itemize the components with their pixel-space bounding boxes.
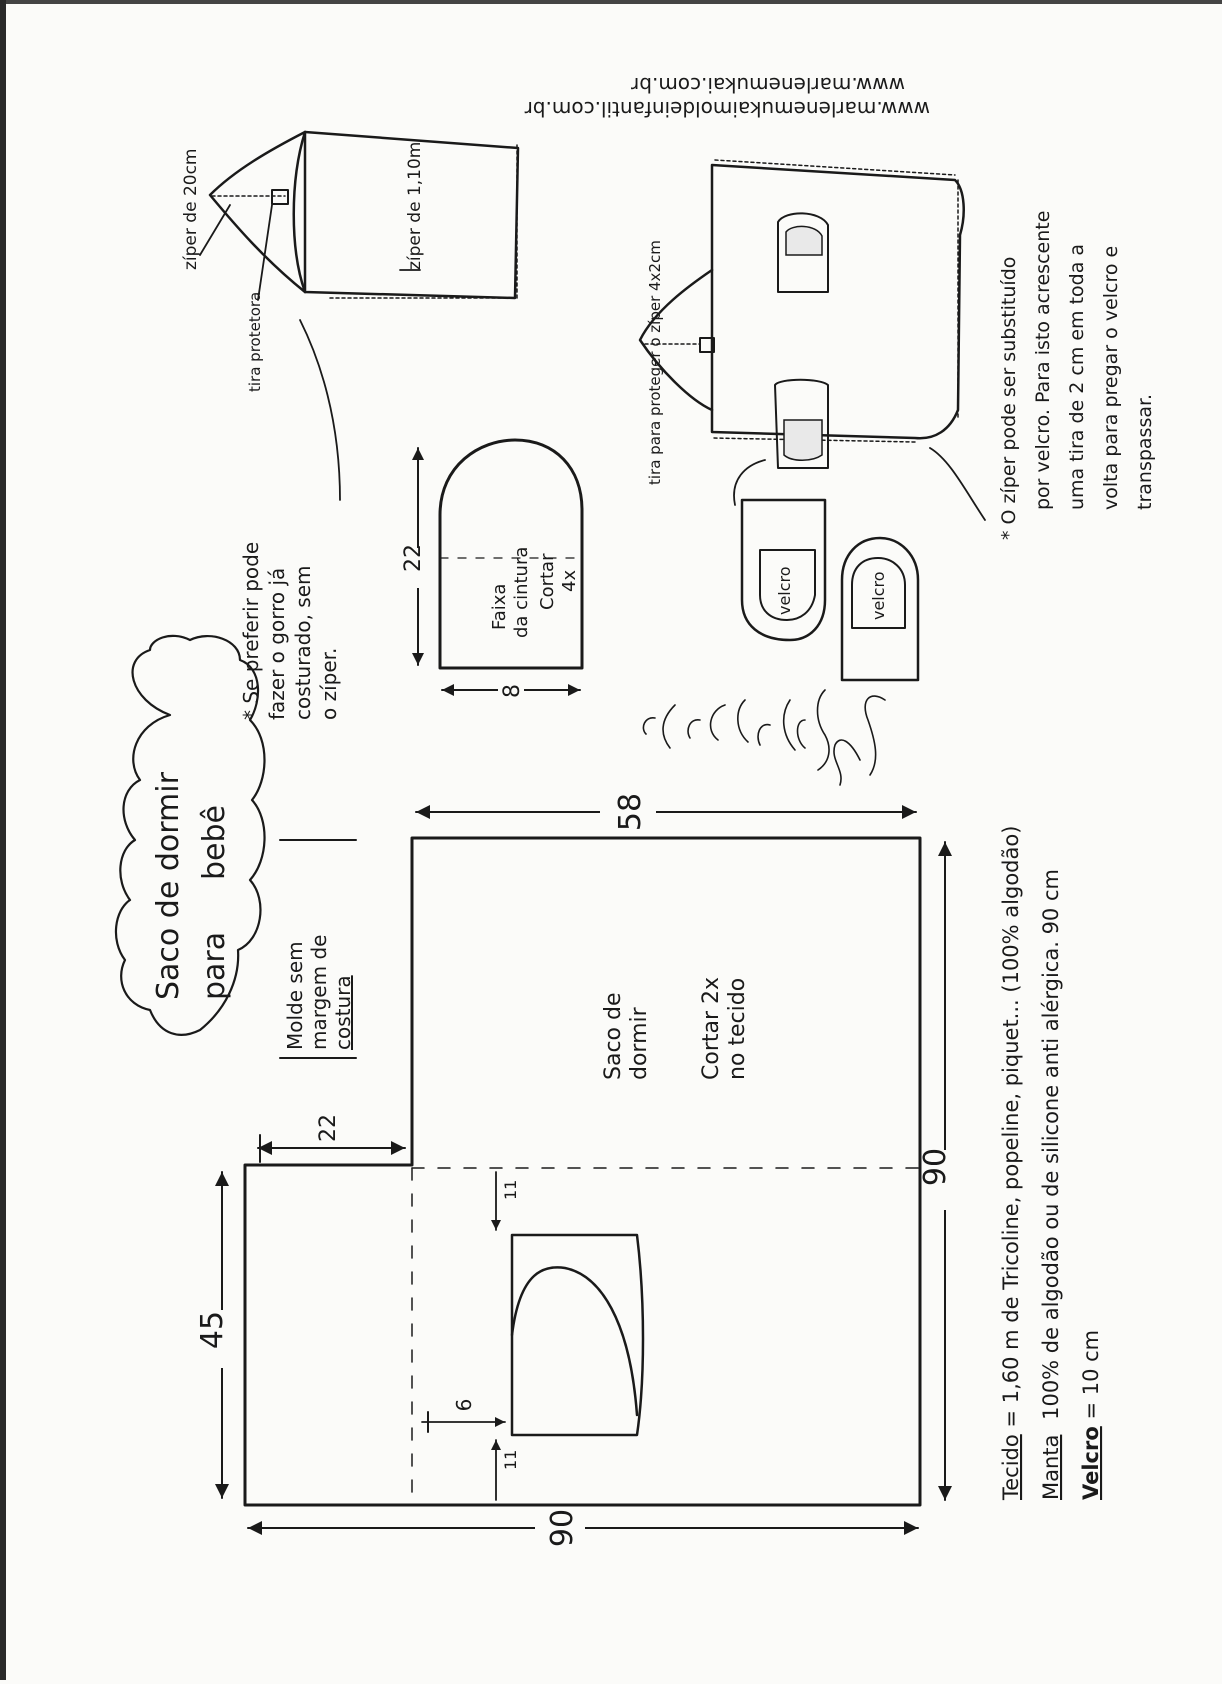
dim-hole-top-arrow — [491, 1220, 501, 1230]
hood-note-line2: fazer o gorro já — [265, 567, 289, 720]
main-piece-label — [601, 977, 750, 1080]
zipper-note-line1: * O zíper pode ser substituído — [998, 256, 1020, 540]
materials-fabric-label: Tecido — [999, 1434, 1023, 1500]
materials-blanket-label: Manta — [1039, 1434, 1063, 1500]
sketch-velcro — [640, 160, 985, 520]
scan-edge-left — [0, 0, 6, 1680]
dim-hole-bottom-label: 11 — [501, 1449, 520, 1470]
sketch-zipper — [181, 132, 664, 500]
label-strip: tira protetora — [246, 291, 264, 392]
sketch-zipper-hood — [210, 132, 305, 292]
zipper-note-line4: volta para pregar o velcro e — [1100, 245, 1122, 510]
materials-fabric-text: = 1,60 m de Tricoline, popeline, piquet... (100% algodão) — [999, 825, 1023, 1428]
velcro-patch-bottom-inner — [784, 420, 822, 460]
waist-label-line2: da cintura — [511, 546, 532, 638]
arrow-velcro-border — [930, 448, 985, 520]
sketch-velcro-body — [712, 165, 964, 438]
title-line1: Saco de dormir — [151, 772, 186, 1000]
main-piece — [195, 793, 964, 1547]
waist-dim-width-label: 8 — [500, 684, 525, 698]
waist-dim-length-label: 22 — [401, 544, 426, 572]
velcro-label-b: velcro — [869, 571, 888, 620]
waist-label-line1: Faixa — [489, 583, 510, 630]
url-line1: www.marlenemukaimoldeinfantil.com.br — [524, 97, 930, 121]
materials-velcro-text: = 10 cm — [1079, 1329, 1103, 1420]
hood-note-line3: costurado, sem — [291, 565, 315, 720]
dim-hole-width-label: 6 — [452, 1398, 476, 1412]
sketch-zipper-tab — [272, 190, 288, 204]
arrow-hood-note — [300, 320, 340, 500]
dim-top-label: 58 — [613, 792, 648, 832]
materials — [999, 826, 1103, 1501]
main-label-line2: dormir — [627, 1007, 652, 1080]
hood-note-line1: * Se preferir pode — [239, 541, 263, 720]
dim-right-label: 90 — [918, 1147, 953, 1187]
main-cut-line2: no tecido — [725, 977, 750, 1080]
arrow-velcro-patch — [734, 460, 765, 505]
main-label-line1: Saco de — [601, 992, 626, 1080]
pattern-note-line3: costura — [331, 975, 355, 1050]
waist-cut-line1: Cortar — [537, 553, 558, 610]
url-line2: www.marlenemukai.com.br — [631, 73, 905, 97]
materials-blanket-text: 100% de algodão ou de silicone anti alérgica. 90 cm — [1039, 869, 1063, 1420]
materials-blanket — [1039, 869, 1063, 1500]
materials-fabric — [999, 826, 1023, 1501]
materials-velcro — [1079, 1330, 1103, 1500]
hood-note-line4: o zíper. — [317, 647, 341, 720]
pattern-note — [280, 840, 356, 1058]
velcro-flaps — [742, 500, 918, 680]
dim-hole-top-label: 11 — [501, 1179, 520, 1200]
title-line2: para — [197, 931, 232, 1000]
dim-left-label: 45 — [195, 1310, 230, 1350]
dim-step-label: 22 — [316, 1114, 341, 1142]
scan-edge-top — [0, 0, 1222, 4]
arrow-hood-zip — [200, 205, 230, 255]
dim-bottom-label: 90 — [545, 1508, 580, 1548]
signature — [643, 690, 885, 785]
pattern-note-line1: Molde sem — [283, 941, 307, 1050]
dim-hole-width-arrow — [495, 1417, 505, 1427]
main-cut-line1: Cortar 2x — [699, 976, 724, 1080]
label-long-zipper: zíper de 1,10m — [405, 141, 425, 270]
velcro-label-a: velcro — [775, 566, 794, 615]
hood-note — [239, 542, 341, 720]
zipper-note — [998, 211, 1156, 540]
signature-scribble — [643, 690, 885, 785]
materials-velcro-label: Velcro — [1079, 1426, 1103, 1500]
waist-cut-line2: 4x — [559, 569, 580, 592]
leg-opening-curve — [512, 1267, 637, 1415]
label-strip-size: tira para proteger o zíper 4x2cm — [646, 240, 664, 485]
waist-band — [401, 440, 582, 704]
sketch-velcro-border — [712, 160, 958, 442]
zipper-note-line5: transpassar. — [1134, 393, 1156, 510]
pattern-note-line2: margem de — [307, 934, 331, 1050]
url-block — [524, 73, 930, 121]
velcro-patch-top-inner — [786, 226, 822, 255]
dim-hole-bottom-arrow — [491, 1440, 501, 1450]
zipper-note-line2: por velcro. Para isto acrescente — [1032, 210, 1054, 510]
label-hood-zipper: zíper de 20cm — [181, 148, 201, 270]
zipper-note-line3: uma tira de 2 cm em toda a — [1066, 243, 1088, 510]
title-line3: bebê — [197, 805, 232, 880]
main-piece-outline — [245, 838, 920, 1505]
